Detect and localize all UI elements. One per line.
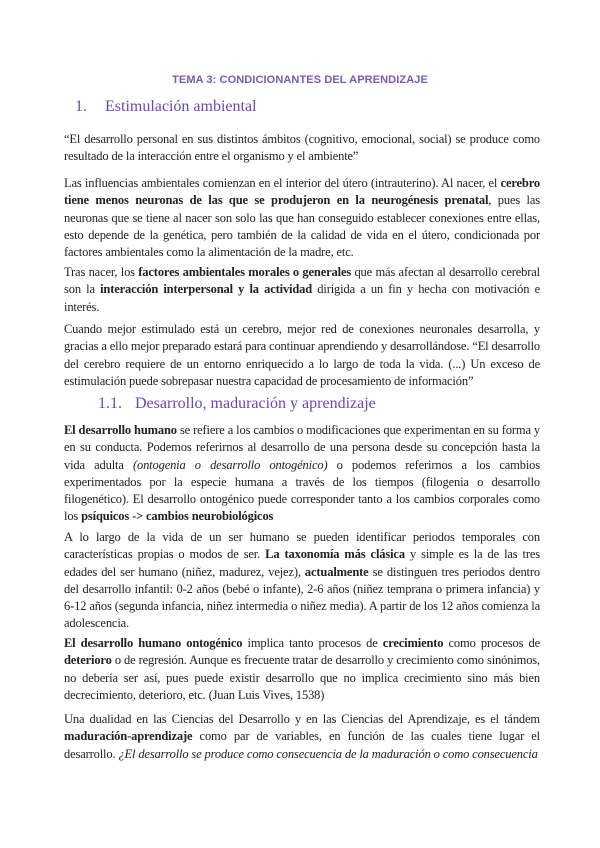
section-1-1-number: 1.1. bbox=[98, 395, 122, 412]
p3-bold-1: factores ambientales morales o generales bbox=[138, 265, 352, 279]
p6-text-1: A lo largo de la vida de un ser humano se pueden identificar periodos temporales con características propias o modos de ser. bbox=[64, 530, 540, 562]
p2-text-2: , pues las neuronas que se tiene al nacer son solo las que han conseguido establecer conexiones entre ellas, esto depende de la genética, pero también de la calidad de vida en el útero, condicionada por factores ambientales como la alimentación de la madre, etc. bbox=[64, 193, 540, 260]
p6-bold-2: actualmente bbox=[304, 564, 369, 579]
section-1-1-title: Desarrollo, maduración y aprendizaje bbox=[135, 395, 376, 412]
p6-text-3: se distinguen tres periodos dentro del desarrollo infantil: 0-2 años (bebé o infante), 2-6 años (niñez temprana o primera infancia) y 6-12 años (segunda infancia, niñez intermedia o niñez media). A partir de los 12 años comienza la adolescencia. bbox=[64, 564, 540, 631]
p3-text-1: Tras nacer, los bbox=[64, 265, 139, 279]
paragraph-after-birth bbox=[64, 264, 540, 316]
section-1-title: Estimulación ambiental bbox=[105, 98, 257, 115]
paragraph-quote-development: “El desarrollo personal en sus distintos ámbitos (cognitivo, emocional, social) se produce como resultado de la interacción entre el organismo y el ambiente” bbox=[64, 132, 540, 164]
paragraph-ontogenic-development bbox=[64, 635, 540, 704]
p7-text-1: implica tanto procesos de bbox=[242, 636, 383, 650]
p5-italic-1: (ontogenia o desarrollo ontogénico) bbox=[132, 457, 328, 472]
p8-italic-1: ¿El desarrollo se produce como consecuencia de la maduración o como consecuencia bbox=[118, 746, 538, 761]
p5-text-1: se refiere a los cambios o modificaciones que experimentan en su forma y en su conducta. Podemos referirnos al desarrollo de una persona desde su concepción hasta la vida adulta bbox=[64, 423, 540, 472]
p2-bold-1: cerebro tiene menos neuronas de las que se produjeron en la neurogénesis prenatal bbox=[64, 176, 540, 208]
paragraph-maturation-learning bbox=[64, 711, 540, 763]
p5-bold-2: psíquicos -> cambios neurobiológicos bbox=[81, 509, 274, 524]
p7-text-3: o de regresión. Aunque es frecuente tratar de desarrollo y crecimiento como sinónimos, no debería ser así, pues puede existir desarrollo que no implica crecimiento sino más bien decrecimiento, deterioro, etc. (Juan Luis Vives, 1538) bbox=[64, 653, 540, 702]
p2-text-1: Las influencias ambientales comienzan en el interior del útero (intrauterino). Al nacer, el bbox=[64, 176, 501, 190]
p6-text-2: y simple es la de las tres edades del ser humano (niñez, madurez, vejez), bbox=[64, 547, 540, 579]
p3-text-3: dirigida a un fin y hecha con motivación e interés. bbox=[64, 282, 540, 314]
p8-text-2: como par de variables, en función de las cuales tiene lugar el desarrollo. bbox=[64, 729, 540, 761]
p5-text-2: o podemos referirnos a los cambios experimentados por la especie humana a través de los tiempos (filogenia o desarrollo filogenético). El desarrollo ontogénico puede corresponder tanto a los cambios corporales como los bbox=[64, 457, 540, 524]
document-title: TEMA 3: CONDICIONANTES DEL APRENDIZAJE bbox=[172, 74, 428, 86]
section-1-1-heading bbox=[98, 395, 376, 413]
p8-text-1: Una dualidad en las Ciencias del Desarrollo y en las Ciencias del Aprendizaje, es el tándem bbox=[64, 712, 540, 726]
p8-bold-1: maduración-aprendizaje bbox=[64, 729, 193, 744]
section-1-heading bbox=[75, 98, 257, 116]
p3-text-2: que más afectan al desarrollo cerebral son la bbox=[64, 265, 541, 297]
paragraph-life-periods bbox=[64, 529, 540, 633]
paragraph-environmental-influences bbox=[64, 175, 540, 261]
paragraph-brain-stimulation: Cuando mejor estimulado está un cerebro, mejor red de conexiones neuronales desarrolla, y gracias a ello mejor preparado estará para continuar aprendiendo y desarrollándose. “El desarrollo del cerebro requiere de un entorno enriquecido a lo largo de toda la vida. (...) Un exceso de estimulación puede sobrepasar nuestra capacidad de procesamiento de información” bbox=[64, 322, 540, 388]
p7-text-2: como procesos de bbox=[443, 636, 541, 650]
p7-bold-3: deterioro bbox=[64, 653, 112, 668]
p6-bold-1: La taxonomía más clásica bbox=[265, 547, 405, 562]
section-1-number: 1. bbox=[75, 98, 87, 115]
p7-bold-1: El desarrollo humano ontogénico bbox=[64, 636, 243, 650]
paragraph-human-development bbox=[64, 422, 540, 526]
p5-bold-1: El desarrollo humano bbox=[64, 423, 177, 437]
p3-bold-2: interacción interpersonal y la actividad bbox=[100, 282, 313, 297]
p7-bold-2: crecimiento bbox=[382, 636, 444, 650]
